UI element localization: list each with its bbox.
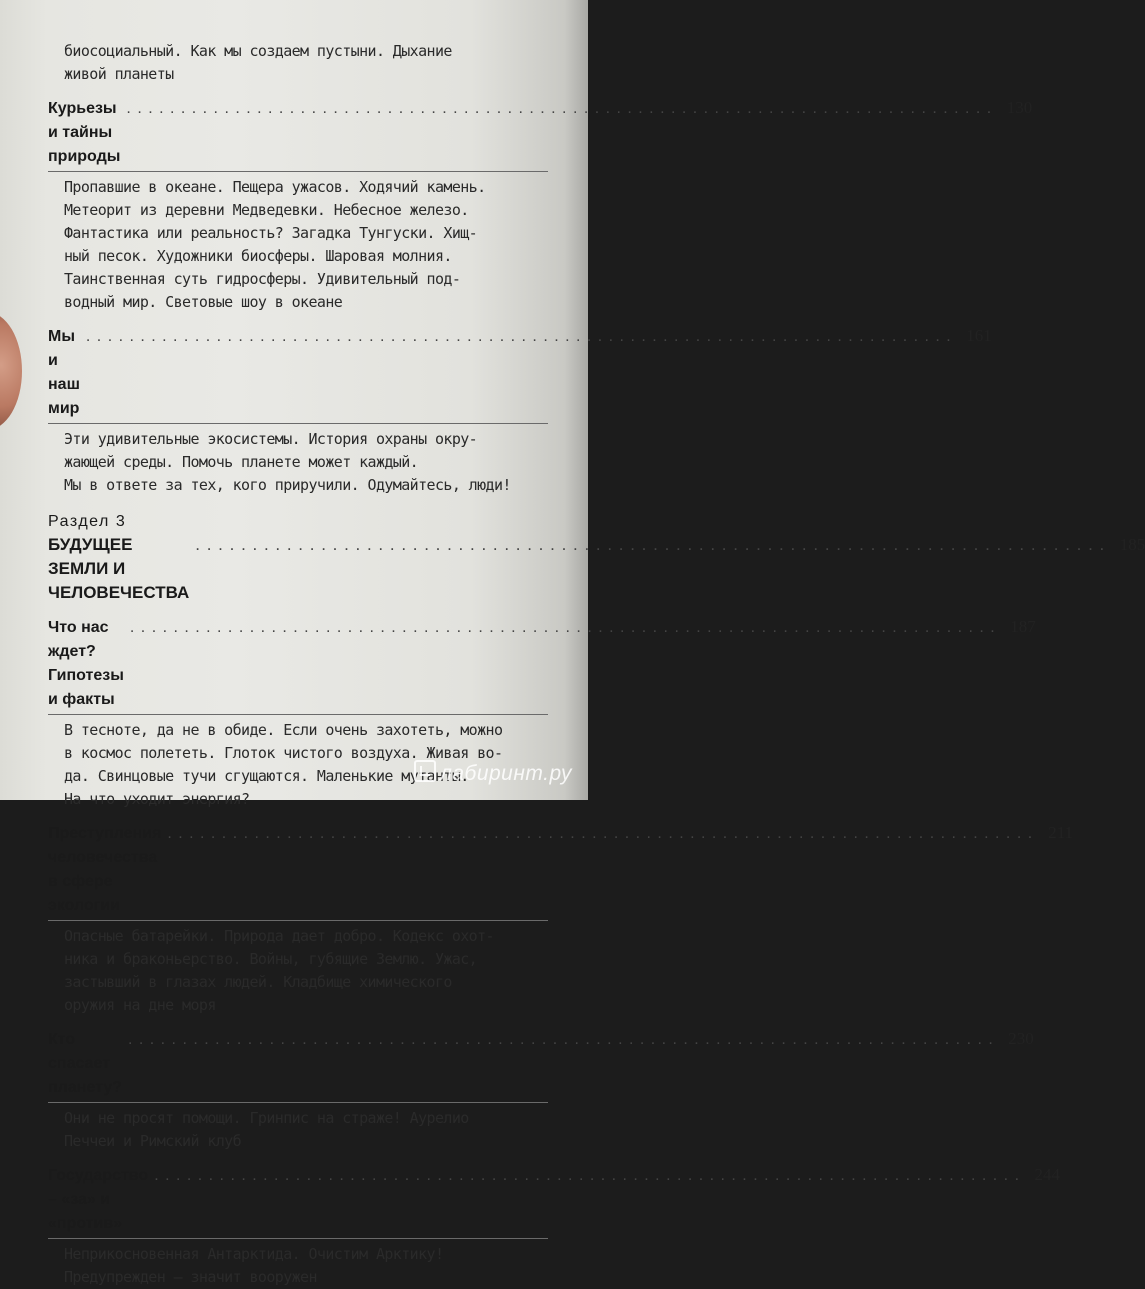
description-line: да. Свинцовые тучи сгущаются. Маленькие мутанты. <box>64 767 469 785</box>
toc-entry <box>48 1027 1034 1153</box>
toc-entry-heading <box>48 821 1074 918</box>
dot-leader <box>126 97 992 121</box>
divider <box>48 920 548 921</box>
entry-description <box>64 176 548 314</box>
watermark-text: лабиринт.ру <box>439 762 572 785</box>
dot-leader <box>128 1028 994 1052</box>
entry-title: Кто спасает планету? <box>48 1031 122 1096</box>
description-line: Фантастика или реальность? Загадка Тунгуски. Хищ- <box>64 224 478 242</box>
divider <box>48 171 548 172</box>
divider <box>48 1102 548 1103</box>
table-of-contents <box>48 40 1145 1289</box>
section-label: Раздел 3 <box>48 513 127 530</box>
dot-leader <box>195 533 1105 557</box>
entry-title: Что нас ждет? Гипотезы и факты <box>48 619 124 708</box>
entry-title: Курьезы и тайны природы <box>48 100 121 165</box>
section-heading <box>48 533 1145 605</box>
description-line: в космос полететь. Глоток чистого воздуха. Живая во- <box>64 744 503 762</box>
description-line: Мы в ответе за тех, кого приручили. Одумайтесь, люди! <box>64 476 511 494</box>
page-number: 161 <box>966 326 992 345</box>
entry-title: Государство – «за» и «против» <box>48 1167 149 1232</box>
entry-description <box>64 428 548 497</box>
entry-description <box>64 1243 548 1289</box>
description-line: Они не просят помощи. Гринпис на страже! Аурелио <box>64 1109 469 1127</box>
description-line: ника и браконьерство. Войны, губящие Землю. Ужас, <box>64 950 478 968</box>
description-line: Таинственная суть гидросферы. Удивительный под- <box>64 270 461 288</box>
description-line: живой планеты <box>64 65 174 83</box>
page-number: 211 <box>1048 823 1074 842</box>
description-line: Пропавшие в океане. Пещера ужасов. Ходячий камень. <box>64 178 486 196</box>
divider <box>48 714 548 715</box>
page-number: 130 <box>1006 98 1033 117</box>
divider <box>48 423 548 424</box>
divider <box>48 1238 548 1239</box>
toc-entry <box>48 96 1033 314</box>
description-line: Опасные батарейки. Природа дает добро. Кодекс охот- <box>64 927 494 945</box>
labyrinth-logo-icon <box>414 760 436 782</box>
description-line: Неприкосновенная Антарктида. Очистим Арктику! <box>64 1245 444 1263</box>
toc-entry <box>48 1163 1061 1289</box>
dot-leader <box>167 822 1033 846</box>
dot-leader <box>86 325 952 349</box>
description-line: оружия на дне моря <box>64 996 216 1014</box>
toc-entry-heading <box>48 615 1036 712</box>
intro-description <box>64 40 548 86</box>
entry-description <box>64 1107 548 1153</box>
description-line: На что уходит энергия? <box>64 790 250 808</box>
toc-entry-heading <box>48 1163 1061 1236</box>
section-title: БУДУЩЕЕ ЗЕМЛИ И ЧЕЛОВЕЧЕСТВА <box>48 535 190 602</box>
entry-description <box>64 925 548 1017</box>
page-number: 187 <box>1010 617 1036 636</box>
toc-entry-heading <box>48 96 1033 169</box>
entry-title: Мы и наш мир <box>48 328 80 417</box>
dot-leader <box>154 1164 1020 1188</box>
description-line: Эти удивительные экосистемы. История охраны окру- <box>64 430 478 448</box>
description-line: ный песок. Художники биосферы. Шаровая молния. <box>64 247 452 265</box>
description-line: В тесноте, да не в обиде. Если очень захотеть, можно <box>64 721 503 739</box>
page-number: 185 <box>1119 535 1145 554</box>
description-line: Предупрежден – значит вооружен <box>64 1268 317 1286</box>
page-number: 230 <box>1008 1029 1034 1048</box>
description-line: водный мир. Световые шоу в океане <box>64 293 343 311</box>
description-line: Метеорит из деревни Медведевки. Небесное железо. <box>64 201 469 219</box>
thumb-shadow <box>0 312 22 430</box>
description-line: жающей среды. Помочь планете может каждый. <box>64 453 419 471</box>
watermark <box>414 760 572 786</box>
toc-entry <box>48 324 992 497</box>
toc-entry-heading <box>48 324 992 421</box>
toc-entry-heading <box>48 1027 1034 1100</box>
page-number: 244 <box>1034 1165 1061 1184</box>
description-line: застывший в глазах людей. Кладбище химического <box>64 973 452 991</box>
entry-title: Преступления человечества в сфере экологии <box>48 825 162 914</box>
description-line: Печчеи и Римский клуб <box>64 1132 242 1150</box>
dot-leader <box>130 616 996 640</box>
toc-entry <box>48 821 1074 1017</box>
description-line: биосоциальный. Как мы создаем пустыни. Дыхание <box>64 42 452 60</box>
